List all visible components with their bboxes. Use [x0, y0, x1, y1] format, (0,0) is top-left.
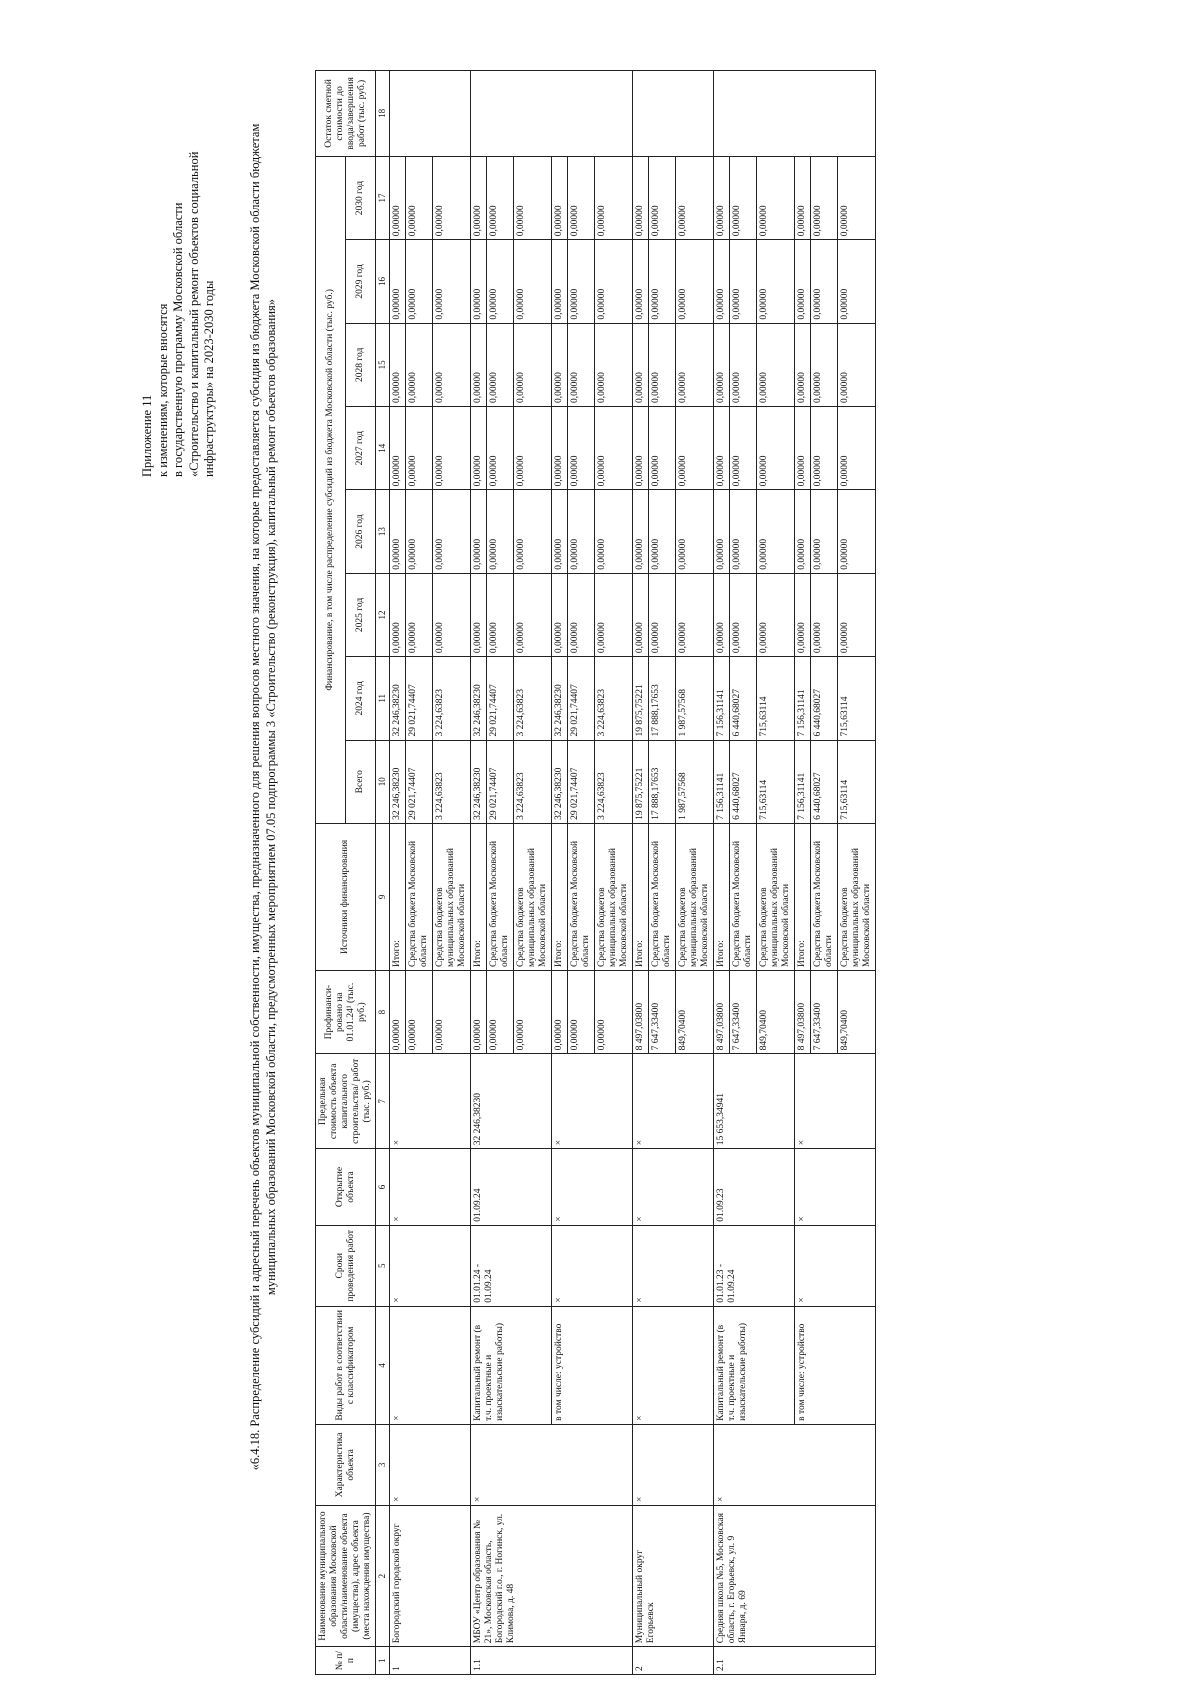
header-year: 2027 год — [346, 407, 376, 490]
prefinanced-cell: 7 647,33400 — [811, 970, 838, 1053]
year-cell: 0,00000 — [811, 490, 838, 573]
year-cell: 0,00000 — [633, 323, 649, 406]
header-year: 2029 год — [346, 240, 376, 323]
source-cell: Итого: — [714, 823, 730, 970]
total-cell: 3 224,63823 — [595, 740, 633, 823]
year-cell: 0,00000 — [730, 573, 757, 656]
row-number: 1.1 — [471, 1647, 633, 1675]
prefinanced-cell: 7 647,33400 — [649, 970, 676, 1053]
year-cell: 0,00000 — [406, 156, 433, 239]
cost-limit: × — [552, 1054, 633, 1149]
source-cell: Средства бюджета Московской области — [568, 823, 595, 970]
source-cell: Средства бюджетов муниципальных образований Московской области — [676, 823, 714, 970]
year-cell: 0,00000 — [757, 407, 795, 490]
works-type: × — [633, 1306, 714, 1424]
year-cell: 29 021,74407 — [406, 657, 433, 740]
year-cell: 32 246,38230 — [390, 657, 406, 740]
year-cell: 0,00000 — [471, 240, 487, 323]
cost-limit: 32 246,38230 — [471, 1054, 552, 1149]
column-number: 17 — [376, 156, 390, 239]
works-type: в том числе: устройство — [795, 1306, 876, 1424]
year-cell: 0,00000 — [595, 407, 633, 490]
year-cell: 0,00000 — [433, 240, 471, 323]
row-number: 1 — [390, 1647, 471, 1675]
column-number: 15 — [376, 323, 390, 406]
total-cell: 7 156,31141 — [714, 740, 730, 823]
cost-limit: × — [390, 1054, 471, 1149]
year-cell: 0,00000 — [649, 490, 676, 573]
year-cell: 17 888,17653 — [649, 657, 676, 740]
year-cell: 0,00000 — [471, 490, 487, 573]
year-cell: 0,00000 — [595, 573, 633, 656]
year-cell: 0,00000 — [757, 323, 795, 406]
year-cell: 0,00000 — [676, 573, 714, 656]
year-cell: 0,00000 — [730, 490, 757, 573]
year-cell: 0,00000 — [714, 240, 730, 323]
year-cell: 0,00000 — [568, 490, 595, 573]
object-characteristic: × — [390, 1424, 471, 1505]
year-cell: 0,00000 — [795, 490, 811, 573]
year-cell: 0,00000 — [811, 156, 838, 239]
total-cell: 6 440,68027 — [811, 740, 838, 823]
cost-limit: × — [633, 1054, 714, 1149]
header-year: 2024 год — [346, 657, 376, 740]
year-cell: 19 875,75221 — [633, 657, 649, 740]
total-cell: 3 224,63823 — [514, 740, 552, 823]
column-number: 12 — [376, 573, 390, 656]
year-cell: 0,00000 — [730, 323, 757, 406]
remainder-cell — [633, 71, 714, 157]
year-cell: 0,00000 — [568, 156, 595, 239]
prefinanced-cell: 8 497,03800 — [795, 970, 811, 1053]
year-cell: 0,00000 — [487, 490, 514, 573]
header-year: 2028 год — [346, 323, 376, 406]
year-cell: 0,00000 — [676, 407, 714, 490]
year-cell: 0,00000 — [487, 156, 514, 239]
header-characteristic: Характеристика объекта — [316, 1424, 376, 1505]
year-cell: 0,00000 — [487, 323, 514, 406]
year-cell: 0,00000 — [838, 156, 876, 239]
year-cell: 0,00000 — [714, 323, 730, 406]
total-cell: 29 021,74407 — [568, 740, 595, 823]
year-cell: 0,00000 — [649, 156, 676, 239]
header-source: Источники финансирования — [316, 823, 376, 970]
cost-limit: × — [795, 1054, 876, 1149]
header-terms: Сроки проведения работ — [316, 1225, 376, 1306]
works-terms: 01.01.23 - 01.09.24 — [714, 1225, 795, 1306]
year-cell: 0,00000 — [676, 240, 714, 323]
year-cell: 0,00000 — [838, 323, 876, 406]
appendix-line: Приложение 11 — [140, 394, 154, 477]
year-cell: 0,00000 — [406, 240, 433, 323]
year-cell: 0,00000 — [433, 323, 471, 406]
total-cell: 3 224,63823 — [433, 740, 471, 823]
year-cell: 0,00000 — [471, 573, 487, 656]
year-cell: 715,63114 — [757, 657, 795, 740]
year-cell: 0,00000 — [795, 156, 811, 239]
year-cell: 0,00000 — [514, 490, 552, 573]
appendix-line: в государственную программу Московской области — [171, 202, 185, 477]
row-number: 2 — [633, 1647, 714, 1675]
works-terms: × — [552, 1225, 633, 1306]
source-cell: Итого: — [552, 823, 568, 970]
prefinanced-cell: 0,00000 — [595, 970, 633, 1053]
year-cell: 0,00000 — [649, 323, 676, 406]
prefinanced-cell: 0,00000 — [471, 970, 487, 1053]
source-cell: Средства бюджетов муниципальных образований Московской области — [595, 823, 633, 970]
year-cell: 0,00000 — [838, 573, 876, 656]
header-total: Всего — [346, 740, 376, 823]
section-heading — [247, 47, 279, 1547]
header-year: 2025 год — [346, 573, 376, 656]
subsidy-table — [315, 70, 876, 1675]
table-header — [316, 71, 376, 1675]
table-body — [376, 71, 876, 1675]
year-cell: 0,00000 — [390, 240, 406, 323]
year-cell: 0,00000 — [633, 156, 649, 239]
total-cell: 715,63114 — [757, 740, 795, 823]
object-name: Богородский городской округ — [390, 1505, 471, 1646]
year-cell: 0,00000 — [676, 323, 714, 406]
cost-limit: 15 653,34941 — [714, 1054, 795, 1149]
year-cell: 0,00000 — [838, 490, 876, 573]
year-cell: 0,00000 — [730, 240, 757, 323]
year-cell: 0,00000 — [595, 490, 633, 573]
table-row — [633, 71, 649, 1675]
year-cell: 0,00000 — [838, 407, 876, 490]
year-cell: 0,00000 — [433, 156, 471, 239]
object-name: Средняя школа №5, Московская область, г. Егорьевск, ул. 9 Января, д. 69 — [714, 1505, 876, 1646]
prefinanced-cell: 0,00000 — [552, 970, 568, 1053]
year-cell: 0,00000 — [595, 156, 633, 239]
column-number: 14 — [376, 407, 390, 490]
year-cell: 0,00000 — [471, 323, 487, 406]
column-number: 7 — [376, 1054, 390, 1149]
year-cell: 0,00000 — [568, 407, 595, 490]
year-cell: 0,00000 — [795, 407, 811, 490]
year-cell: 0,00000 — [811, 573, 838, 656]
year-cell: 0,00000 — [714, 156, 730, 239]
column-number: 18 — [376, 71, 390, 157]
year-cell: 0,00000 — [487, 407, 514, 490]
header-works: Виды работ в соответствии с классификатором — [316, 1306, 376, 1424]
year-cell: 0,00000 — [633, 490, 649, 573]
object-opening: 01.09.24 — [471, 1149, 552, 1225]
year-cell: 0,00000 — [757, 573, 795, 656]
year-cell: 6 440,68027 — [811, 657, 838, 740]
year-cell: 0,00000 — [568, 573, 595, 656]
year-cell: 0,00000 — [714, 407, 730, 490]
prefinanced-cell: 0,00000 — [568, 970, 595, 1053]
year-cell: 0,00000 — [552, 323, 568, 406]
object-name: Муниципальный округ Егорьевск — [633, 1505, 714, 1646]
year-cell: 0,00000 — [795, 323, 811, 406]
year-cell: 0,00000 — [552, 407, 568, 490]
column-number: 3 — [376, 1424, 390, 1505]
column-number: 8 — [376, 970, 390, 1053]
header-year: 2026 год — [346, 490, 376, 573]
prefinanced-cell: 0,00000 — [390, 970, 406, 1053]
year-cell: 0,00000 — [633, 573, 649, 656]
source-cell: Средства бюджета Московской области — [487, 823, 514, 970]
column-number: 13 — [376, 490, 390, 573]
column-number: 5 — [376, 1225, 390, 1306]
source-cell: Итого: — [390, 823, 406, 970]
prefinanced-cell: 8 497,03800 — [714, 970, 730, 1053]
object-opening: × — [552, 1149, 633, 1225]
year-cell: 0,00000 — [757, 156, 795, 239]
appendix-line: инфраструктуры» на 2023-2030 годы — [202, 280, 216, 477]
remainder-cell — [390, 71, 471, 157]
year-cell: 0,00000 — [552, 156, 568, 239]
year-cell: 0,00000 — [757, 240, 795, 323]
header-prefinanced: Профинанси-ровано на 01.01.24¹ (тыс. руб.) — [316, 970, 376, 1053]
year-cell: 0,00000 — [514, 407, 552, 490]
year-cell: 1 987,57568 — [676, 657, 714, 740]
prefinanced-cell: 849,70400 — [757, 970, 795, 1053]
header-remainder: Остаток сметной стоимости до ввода/завершения работ (тыс. руб.) — [316, 71, 376, 157]
remainder-cell — [471, 71, 633, 157]
year-cell: 0,00000 — [649, 407, 676, 490]
year-cell: 32 246,38230 — [552, 657, 568, 740]
column-number: 2 — [376, 1505, 390, 1646]
prefinanced-cell: 849,70400 — [676, 970, 714, 1053]
year-cell: 0,00000 — [568, 323, 595, 406]
header-opening: Открытие объекта — [316, 1149, 376, 1225]
year-cell: 0,00000 — [795, 573, 811, 656]
total-cell: 715,63114 — [838, 740, 876, 823]
year-cell: 7 156,31141 — [795, 657, 811, 740]
year-cell: 0,00000 — [552, 573, 568, 656]
year-cell: 0,00000 — [406, 323, 433, 406]
year-cell: 0,00000 — [390, 407, 406, 490]
heading-line: «6.4.18. Распределение субсидий и адресный перечень объектов муниципальной собственности, имущества, предназначенного для решения вопросов местного значения, на которые предоставляется субсидия из бюджета Московской области бюджетам — [248, 123, 262, 1471]
year-cell: 0,00000 — [730, 156, 757, 239]
year-cell: 3 224,63823 — [514, 657, 552, 740]
year-cell: 0,00000 — [568, 240, 595, 323]
year-cell: 0,00000 — [390, 490, 406, 573]
column-number: 11 — [376, 657, 390, 740]
works-terms: × — [633, 1225, 714, 1306]
object-opening: 01.09.23 — [714, 1149, 795, 1225]
year-cell: 0,00000 — [514, 573, 552, 656]
year-cell: 0,00000 — [406, 573, 433, 656]
year-cell: 0,00000 — [514, 156, 552, 239]
year-cell: 7 156,31141 — [714, 657, 730, 740]
appendix-line: к изменениям, которые вносятся — [155, 303, 170, 477]
year-cell: 32 246,38230 — [471, 657, 487, 740]
works-type: Капитальный ремонт (в т.ч. проектные и изыскательские работы) — [471, 1306, 552, 1424]
total-cell: 7 156,31141 — [795, 740, 811, 823]
object-characteristic: × — [714, 1424, 876, 1505]
prefinanced-cell: 0,00000 — [487, 970, 514, 1053]
year-cell: 0,00000 — [811, 240, 838, 323]
year-cell: 0,00000 — [390, 573, 406, 656]
year-cell: 0,00000 — [714, 573, 730, 656]
prefinanced-cell: 849,70400 — [838, 970, 876, 1053]
year-cell: 0,00000 — [390, 323, 406, 406]
year-cell: 0,00000 — [633, 407, 649, 490]
year-cell: 3 224,63823 — [595, 657, 633, 740]
prefinanced-cell: 0,00000 — [433, 970, 471, 1053]
works-terms: × — [390, 1225, 471, 1306]
year-cell: 0,00000 — [514, 323, 552, 406]
source-cell: Средства бюджетов муниципальных образований Московской области — [514, 823, 552, 970]
year-cell: 29 021,74407 — [487, 657, 514, 740]
year-cell: 0,00000 — [433, 490, 471, 573]
table-row — [714, 71, 730, 1675]
source-cell: Средства бюджетов муниципальных образований Московской области — [433, 823, 471, 970]
year-cell: 715,63114 — [838, 657, 876, 740]
year-cell: 0,00000 — [795, 240, 811, 323]
works-terms: 01.01.24 - 01.09.24 — [471, 1225, 552, 1306]
year-cell: 0,00000 — [595, 240, 633, 323]
source-cell: Средства бюджетов муниципальных образований Московской области — [838, 823, 876, 970]
total-cell: 32 246,38230 — [552, 740, 568, 823]
table-row — [471, 71, 487, 1675]
column-number: 1 — [376, 1647, 390, 1675]
object-opening: × — [795, 1149, 876, 1225]
total-cell: 17 888,17653 — [649, 740, 676, 823]
prefinanced-cell: 0,00000 — [406, 970, 433, 1053]
source-cell: Итого: — [795, 823, 811, 970]
year-cell: 0,00000 — [714, 490, 730, 573]
source-cell: Средства бюджета Московской области — [811, 823, 838, 970]
column-number: 9 — [376, 823, 390, 970]
header-name: Наименование муниципального образования Московской области/наименование объекта (имущества), адрес объекта (места нахождения имущества) — [316, 1505, 376, 1646]
column-number: 10 — [376, 740, 390, 823]
column-number-row — [376, 71, 390, 1675]
total-cell: 19 875,75221 — [633, 740, 649, 823]
source-cell: Средства бюджета Московской области — [406, 823, 433, 970]
year-cell: 0,00000 — [649, 573, 676, 656]
total-cell: 29 021,74407 — [487, 740, 514, 823]
column-number: 16 — [376, 240, 390, 323]
year-cell: 0,00000 — [514, 240, 552, 323]
appendix-note — [140, 37, 218, 477]
prefinanced-cell: 8 497,03800 — [633, 970, 649, 1053]
year-cell: 0,00000 — [471, 156, 487, 239]
total-cell: 29 021,74407 — [406, 740, 433, 823]
total-cell: 1 987,57568 — [676, 740, 714, 823]
prefinanced-cell: 0,00000 — [514, 970, 552, 1053]
year-cell: 0,00000 — [487, 240, 514, 323]
year-cell: 0,00000 — [757, 490, 795, 573]
table-row — [390, 71, 406, 1675]
year-cell: 0,00000 — [811, 323, 838, 406]
year-cell: 0,00000 — [633, 240, 649, 323]
works-type: в том числе: устройство — [552, 1306, 633, 1424]
year-cell: 0,00000 — [676, 156, 714, 239]
year-cell: 0,00000 — [552, 490, 568, 573]
header-year: 2030 год — [346, 156, 376, 239]
year-cell: 6 440,68027 — [730, 657, 757, 740]
object-opening: × — [390, 1149, 471, 1225]
year-cell: 0,00000 — [676, 490, 714, 573]
year-cell: 0,00000 — [730, 407, 757, 490]
year-cell: 0,00000 — [406, 407, 433, 490]
year-cell: 0,00000 — [595, 323, 633, 406]
heading-line: муниципальных образований Московской области, предусмотренных мероприятием 07.05 подпрограммы 3 «Строительство (реконструкция), капитальный ремонт объектов образования» — [264, 298, 278, 1296]
column-number: 4 — [376, 1306, 390, 1424]
year-cell: 0,00000 — [390, 156, 406, 239]
year-cell: 0,00000 — [406, 490, 433, 573]
header-num: № п/п — [316, 1647, 376, 1675]
prefinanced-cell: 7 647,33400 — [730, 970, 757, 1053]
year-cell: 0,00000 — [649, 240, 676, 323]
works-type: × — [390, 1306, 471, 1424]
total-cell: 6 440,68027 — [730, 740, 757, 823]
year-cell: 3 224,63823 — [433, 657, 471, 740]
year-cell: 0,00000 — [811, 407, 838, 490]
year-cell: 0,00000 — [838, 240, 876, 323]
year-cell: 0,00000 — [471, 407, 487, 490]
object-characteristic: × — [633, 1424, 714, 1505]
year-cell: 29 021,74407 — [568, 657, 595, 740]
object-name: МБОУ «Центр образования № 21», Московская область, Богородский г.о., г. Ногинск, ул. Климова, д. 48 — [471, 1505, 633, 1646]
remainder-cell — [714, 71, 876, 157]
source-cell: Итого: — [471, 823, 487, 970]
year-cell: 0,00000 — [487, 573, 514, 656]
year-cell: 0,00000 — [552, 240, 568, 323]
header-financing: Финансирование, в том числе распределение субсидий из бюджета Московской области (тыс. руб.) — [316, 156, 346, 823]
object-characteristic: × — [471, 1424, 633, 1505]
source-cell: Средства бюджетов муниципальных образований Московской области — [757, 823, 795, 970]
header-cost: Предельная стоимость объекта капитального строительства/ работ (тыс. руб.) — [316, 1054, 376, 1149]
total-cell: 32 246,38230 — [390, 740, 406, 823]
object-opening: × — [633, 1149, 714, 1225]
row-number: 2.1 — [714, 1647, 876, 1675]
works-terms: × — [795, 1225, 876, 1306]
total-cell: 32 246,38230 — [471, 740, 487, 823]
column-number: 6 — [376, 1149, 390, 1225]
works-type: Капитальный ремонт (в т.ч. проектные и изыскательские работы) — [714, 1306, 795, 1424]
source-cell: Средства бюджета Московской области — [730, 823, 757, 970]
year-cell: 0,00000 — [433, 573, 471, 656]
appendix-line: «Строительство и капитальный ремонт объектов социальной — [186, 151, 201, 477]
year-cell: 0,00000 — [433, 407, 471, 490]
source-cell: Средства бюджета Московской области — [649, 823, 676, 970]
source-cell: Итого: — [633, 823, 649, 970]
